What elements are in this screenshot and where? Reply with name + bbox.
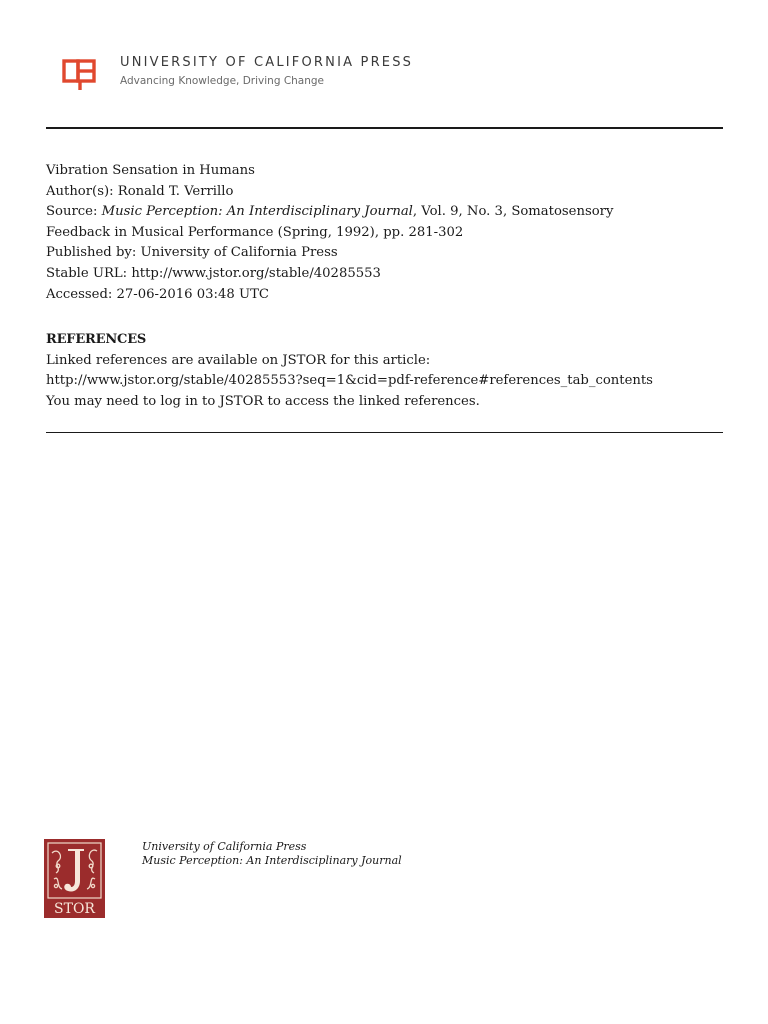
footer-citation [142,840,402,868]
stable-url-line [46,264,726,285]
publisher-header [62,54,482,94]
bottom-divider [46,432,723,433]
jstor-logo-text: STOR [54,901,95,917]
stable-url-label: Stable URL: [46,265,128,281]
stable-url-link[interactable]: http://www.jstor.org/stable/40285553 [131,265,381,281]
references-section [46,330,736,412]
publisher-name: UNIVERSITY OF CALIFORNIA PRESS [120,55,414,70]
publisher-line [46,243,726,264]
footer [44,839,544,919]
source-line-2: Feedback in Musical Performance (Spring, 1992), pp. 281-302 [46,224,464,240]
published-label: Published by: [46,245,137,261]
article-title: Vibration Sensation in Humans [46,163,255,178]
references-heading: REFERENCES [46,332,147,347]
accessed-label: Accessed: [46,286,113,302]
article-metadata [46,161,726,305]
author-label: Author(s): [46,183,114,199]
journal-name: Music Perception: An Interdisciplinary Journal [101,204,413,220]
source-line [46,202,726,223]
top-divider [46,127,723,129]
ucp-logo-icon [62,56,98,92]
references-note: You may need to log in to JSTOR to access the linked references. [46,393,480,409]
source-details: , Vol. 9, No. 3, Somatosensory [412,204,614,220]
author-name: Ronald T. Verrillo [117,183,234,199]
author-line [46,182,726,203]
references-link[interactable]: http://www.jstor.org/stable/40285553?seq=1&cid=pdf-reference#references_tab_contents [46,373,653,389]
references-intro: Linked references are available on JSTOR for this article: [46,352,431,368]
accessed-line [46,285,726,306]
footer-journal: Music Perception: An Interdisciplinary Journal [142,854,402,868]
accessed-date: 27-06-2016 03:48 UTC [116,286,269,302]
published-by: University of California Press [140,245,338,261]
publisher-tagline: Advancing Knowledge, Driving Change [120,75,325,87]
footer-publisher: University of California Press [142,840,307,853]
jstor-logo-icon [44,839,105,918]
source-label: Source: [46,204,98,220]
